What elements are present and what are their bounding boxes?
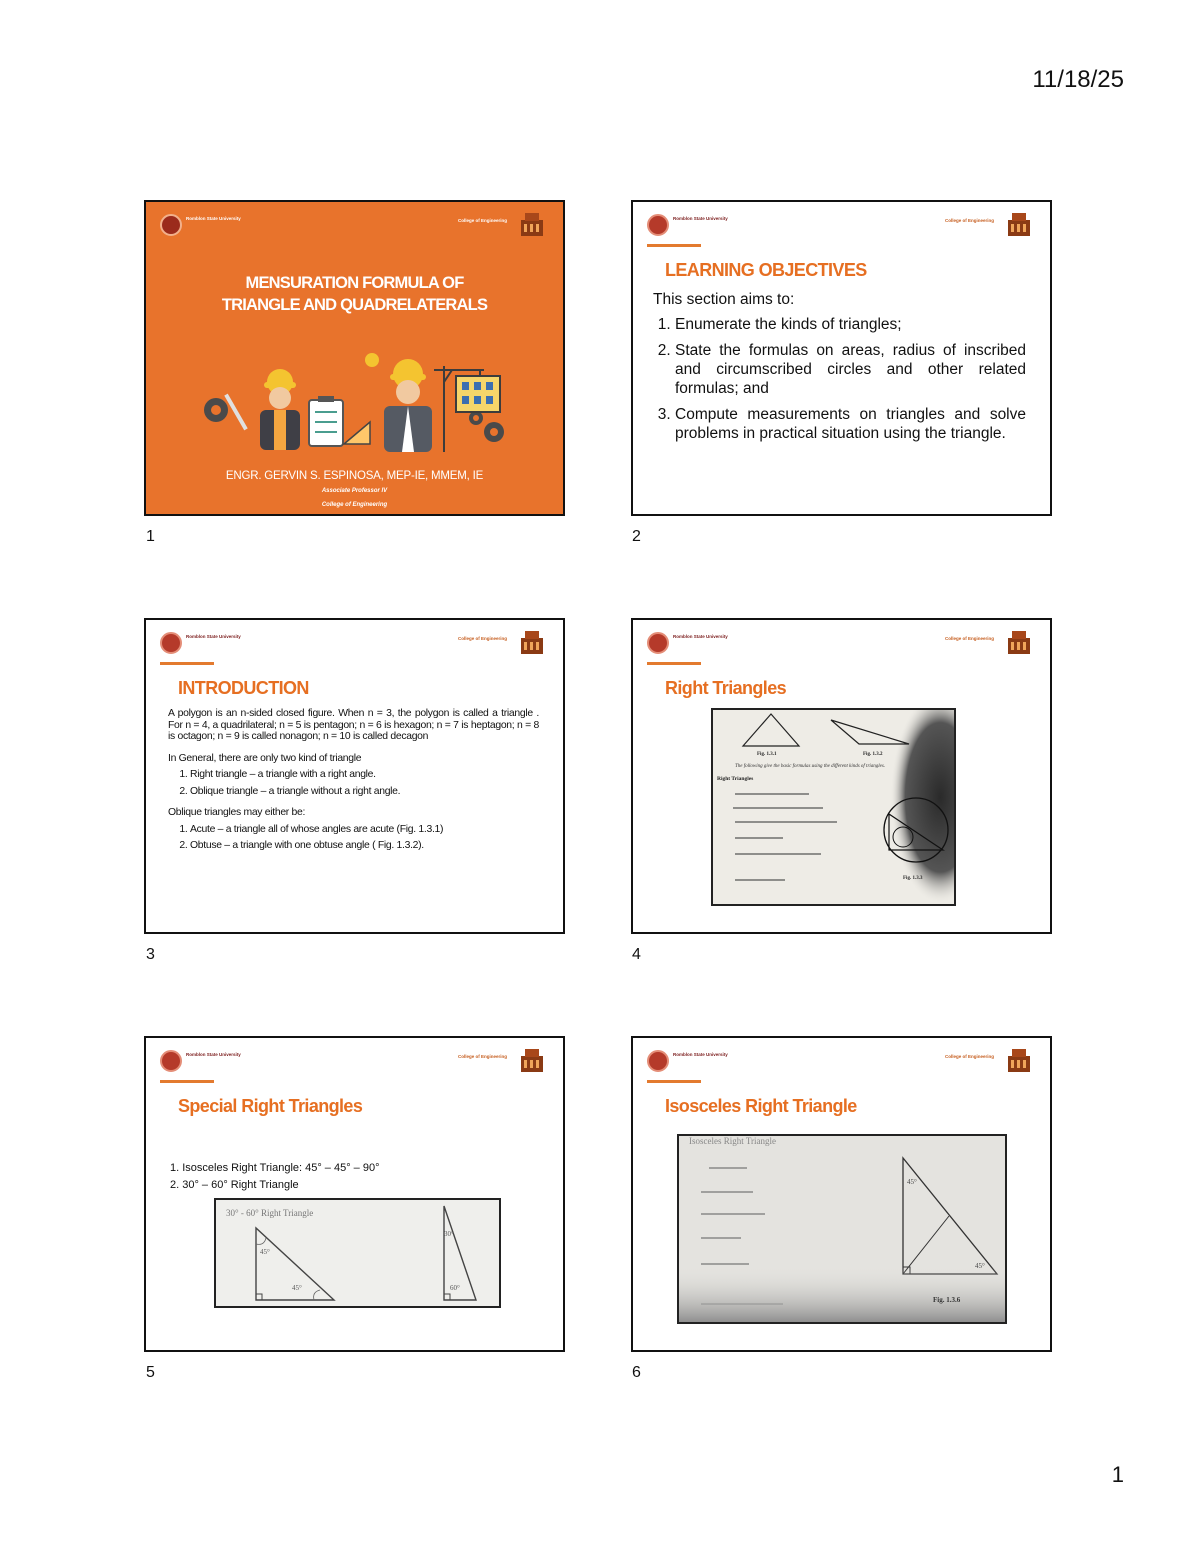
photo-heading: Isosceles Right Triangle <box>689 1136 776 1146</box>
special-triangle-item: 2. 30° – 60° Right Triangle <box>170 1179 299 1191</box>
engineering-illustration <box>194 352 514 452</box>
objective-item: 2. State the formulas on areas, radius of inscribed and circumscribed circles and other related formulas; and <box>675 341 1026 398</box>
slide-3-introduction <box>144 618 565 934</box>
author-department: College of Engineering <box>321 502 388 508</box>
slide-number-3: 3 <box>146 946 155 963</box>
slide-title: Right Triangles <box>665 678 787 698</box>
angle-label: 45° <box>907 1178 917 1186</box>
objectives-intro: This section aims to: <box>653 291 795 308</box>
slide-title: INTRODUCTION <box>178 678 309 698</box>
college-seal-icon <box>1006 628 1032 656</box>
page-date: 11/18/25 <box>1032 66 1124 93</box>
slide-4-right-triangles <box>631 618 1052 934</box>
fig-label-2: Fig. 1.3.2 <box>863 752 883 757</box>
university-logo <box>160 1050 182 1072</box>
fig-label-3: Fig. 1.3.3 <box>903 876 923 881</box>
slide-2-objectives <box>631 200 1052 516</box>
slide-1-cover <box>144 200 565 516</box>
header-rule <box>160 1080 214 1083</box>
slide-number-4: 4 <box>632 946 641 963</box>
oblique-kinds-list <box>168 824 539 852</box>
university-name: Romblon State University <box>186 216 241 221</box>
college-label: College of Engineering <box>944 636 994 641</box>
university-logo <box>160 214 182 236</box>
university-logo <box>647 214 669 236</box>
slide-number-2: 2 <box>632 528 641 545</box>
objective-item: 1. Enumerate the kinds of triangles; <box>675 315 1026 334</box>
section-label: Right Triangles <box>717 776 754 782</box>
college-label: College of Engineering <box>457 636 507 641</box>
triangle-kinds-list <box>168 769 539 797</box>
slide-number-6: 6 <box>632 1364 641 1381</box>
objective-item: 3. Compute measurements on triangles and solve problems in practical situation using the triangle. <box>675 405 1026 443</box>
oblique-intro: Oblique triangles may either be: <box>168 807 306 818</box>
fig-label-1: Fig. 1.3.1 <box>757 752 777 757</box>
slide-number-5: 5 <box>146 1364 155 1381</box>
oblique-kind-item: 2. Obtuse – a triangle with one obtuse angle ( Fig. 1.3.2). <box>190 840 539 852</box>
page-number: 1 <box>1111 1462 1124 1487</box>
slide-title: Isosceles Right Triangle <box>665 1096 857 1116</box>
photo-heading: 30° - 60° Right Triangle <box>226 1208 314 1218</box>
right-triangles-photo <box>711 708 956 906</box>
slide-number-1: 1 <box>146 528 155 545</box>
general-statement: In General, there are only two kind of triangle <box>168 752 362 764</box>
triangle-kind-item: 2. Oblique triangle – a triangle without a right angle. <box>190 786 539 798</box>
university-name: Romblon State University <box>673 216 728 221</box>
college-label: College of Engineering <box>457 218 507 223</box>
header-rule <box>647 662 701 665</box>
university-name: Romblon State University <box>673 1052 728 1057</box>
cover-title-line-2: TRIANGLE AND QUADRELATERALS <box>221 296 488 314</box>
angle-label: 45° <box>292 1284 302 1292</box>
university-logo <box>647 1050 669 1072</box>
angle-label: 60° <box>450 1284 460 1292</box>
oblique-kind-item: 1. Acute – a triangle all of whose angles are acute (Fig. 1.3.1) <box>190 824 539 836</box>
special-triangle-item: 1. Isosceles Right Triangle: 45° – 45° – 90° <box>170 1162 380 1174</box>
angle-label: 45° <box>975 1262 985 1270</box>
fig-label: Fig. 1.3.6 <box>933 1296 961 1304</box>
angle-label: 30° <box>444 1230 454 1238</box>
objectives-body <box>653 290 1026 450</box>
university-logo <box>160 632 182 654</box>
college-seal-icon <box>519 628 545 656</box>
college-seal-icon <box>1006 1046 1032 1074</box>
header-rule <box>647 1080 701 1083</box>
author-role: Associate Professor IV <box>321 488 388 494</box>
objectives-list <box>653 315 1026 443</box>
college-seal-icon <box>519 210 545 238</box>
cover-title <box>146 272 563 316</box>
cover-title-line-1: MENSURATION FORMULA OF <box>245 274 464 292</box>
university-name: Romblon State University <box>673 634 728 639</box>
polygon-paragraph: A polygon is an n-sided closed figure. When n = 3, the polygon is called a triangle . For n = 4, a quadrilateral; n = 5 is pentagon; n = 6 is hexagon; n = 7 is heptagon; n = 8 is octagon; n = 9 is called nonagon; n = 10 is called decagon <box>168 708 539 742</box>
college-label: College of Engineering <box>944 1054 994 1059</box>
introduction-body <box>168 708 539 862</box>
university-logo <box>647 632 669 654</box>
college-seal-icon <box>1006 210 1032 238</box>
slide-title: LEARNING OBJECTIVES <box>665 260 867 280</box>
special-triangles-photo <box>214 1198 501 1308</box>
author-name: ENGR. GERVIN S. ESPINOSA, MEP-IE, MMEM, IE <box>225 470 484 482</box>
college-label: College of Engineering <box>457 1054 507 1059</box>
header-rule <box>647 244 701 247</box>
photo-caption: The following give the basic formulas using the different kinds of triangles. <box>735 764 886 769</box>
angle-label: 45° <box>260 1248 270 1256</box>
triangle-kind-item: 1. Right triangle – a triangle with a right angle. <box>190 769 539 781</box>
isosceles-triangle-photo <box>677 1134 1007 1324</box>
slide-5-special-right-triangles <box>144 1036 565 1352</box>
college-seal-icon <box>519 1046 545 1074</box>
slide-title: Special Right Triangles <box>178 1096 363 1116</box>
university-name: Romblon State University <box>186 634 241 639</box>
university-name: Romblon State University <box>186 1052 241 1057</box>
college-label: College of Engineering <box>944 218 994 223</box>
header-rule <box>160 662 214 665</box>
special-triangles-list <box>170 1160 379 1194</box>
slide-6-isosceles-right-triangle <box>631 1036 1052 1352</box>
